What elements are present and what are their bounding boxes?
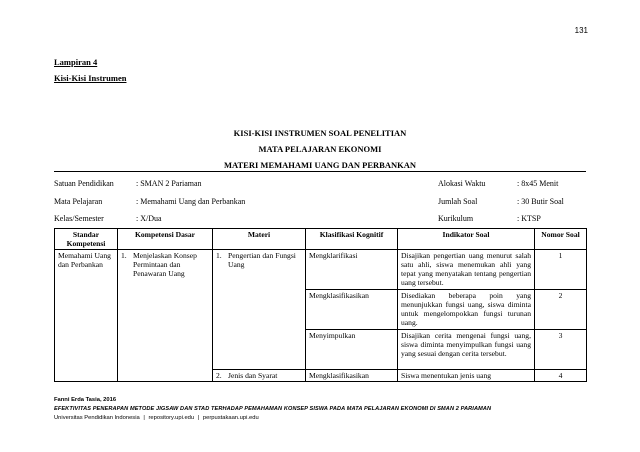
- meta-label-jumlah: Jumlah Soal: [438, 197, 478, 206]
- meta-label-alokasi: Alokasi Waktu: [438, 179, 486, 188]
- cell-klasifikasi: Menyimpulkan: [306, 330, 398, 370]
- materi-1-text: Pengertian dan Fungsi Uang: [228, 251, 296, 269]
- cell-nomor: 4: [535, 370, 587, 382]
- cell-klasifikasi: Mengklasifikasikan: [306, 370, 398, 382]
- cell-materi-2: [213, 370, 306, 382]
- footer-separator: |: [197, 415, 200, 421]
- cell-nomor: 1: [535, 250, 587, 290]
- materi-2-text: Jenis dan Syarat: [228, 371, 278, 380]
- footer-separator: |: [143, 415, 145, 421]
- meta-value-kelas: : X/Dua: [136, 214, 162, 223]
- cell-nomor: 2: [535, 290, 587, 330]
- kisi-kisi-table: [54, 228, 587, 382]
- meta-label-mapel: Mata Pelajaran: [54, 197, 103, 206]
- doc-title-line-1: KISI-KISI INSTRUMEN SOAL PENELITIAN: [233, 128, 407, 138]
- cell-indikator: Siswa menentukan jenis uang: [398, 370, 535, 382]
- kisi-kisi-heading: Kisi-Kisi Instrumen: [54, 73, 127, 83]
- cell-klasifikasi: Mengklasifikasikan: [306, 290, 398, 330]
- table-header-row: [55, 229, 587, 250]
- kd-number: 1.: [121, 251, 127, 260]
- meta-value-kurikulum: : KTSP: [517, 214, 541, 223]
- meta-label-kelas: Kelas/Semester: [54, 214, 104, 223]
- doc-title-line-2: MATA PELAJARAN EKONOMI: [258, 144, 382, 154]
- cell-nomor: 3: [535, 330, 587, 370]
- cell-indikator: Disajikan cerita mengenai fungsi uang, siswa diminta menyimpulkan fungsi uang yang sesuai dengan cerita tersebut.: [398, 330, 535, 370]
- header-klasifikasi-kognitif: Klasifikasi Kognitif: [306, 229, 398, 250]
- footer-links: [54, 415, 259, 421]
- meta-label-kurikulum: Kurikulum: [438, 214, 474, 223]
- cell-materi-1: [213, 250, 306, 370]
- table-row: [55, 250, 587, 290]
- header-indikator-soal: Indikator Soal: [398, 229, 535, 250]
- lampiran-heading: Lampiran 4: [54, 57, 98, 67]
- cell-kompetensi-dasar: [118, 250, 213, 382]
- meta-label-satuan: Satuan Pendidikan: [54, 179, 114, 188]
- kd-text: Menjelaskan Konsep Permintaan dan Penawaran Uang: [133, 251, 197, 278]
- cell-standar-kompetensi: Memahami Uang dan Perbankan: [55, 250, 118, 382]
- meta-value-satuan: : SMAN 2 Pariaman: [136, 179, 202, 188]
- title-rule-top: [54, 171, 586, 172]
- footer-author: Fanni Erda Tasia, 2016: [54, 397, 117, 403]
- header-nomor-soal: Nomor Soal: [535, 229, 587, 250]
- footer-repository-link[interactable]: repository.upi.edu: [148, 415, 195, 421]
- meta-value-jumlah: : 30 Butir Soal: [517, 197, 564, 206]
- footer-university: Universitas Pendidikan Indonesia: [54, 415, 140, 421]
- header-materi: Materi: [213, 229, 306, 250]
- meta-value-mapel: : Memahami Uang dan Perbankan: [136, 197, 246, 206]
- header-standar-kompetensi: Standar Kompetensi: [55, 229, 118, 250]
- footer-thesis-title: EFEKTIVITAS PENERAPAN METODE JIGSAW DAN STAD TERHADAP PEMAHAMAN KONSEP SISWA PADA MATA PELAJARAN EKONOMI DI SMAN 2 PARIAMAN: [54, 406, 492, 412]
- header-kompetensi-dasar: Kompetensi Dasar: [118, 229, 213, 250]
- cell-indikator: Disajikan pengertian uang menurut salah satu ahli, siswa menemukan ahli yang tepat yang menyatakan tentang pengertian uang tersebut.: [398, 250, 535, 290]
- footer-library-link[interactable]: perpustakaan.upi.edu: [202, 415, 259, 421]
- materi-2-number: 2.: [216, 371, 222, 380]
- page-number: 131: [574, 26, 588, 35]
- materi-1-number: 1.: [216, 251, 222, 260]
- doc-title-line-3: MATERI MEMAHAMI UANG DAN PERBANKAN: [223, 160, 417, 170]
- meta-value-alokasi: : 8x45 Menit: [517, 179, 559, 188]
- cell-indikator: Disediakan beberapa poin yang menunjukkan fungsi uang, siswa diminta untuk mengelompokkan fungsi turunan uang.: [398, 290, 535, 330]
- cell-klasifikasi: Mengklarifikasi: [306, 250, 398, 290]
